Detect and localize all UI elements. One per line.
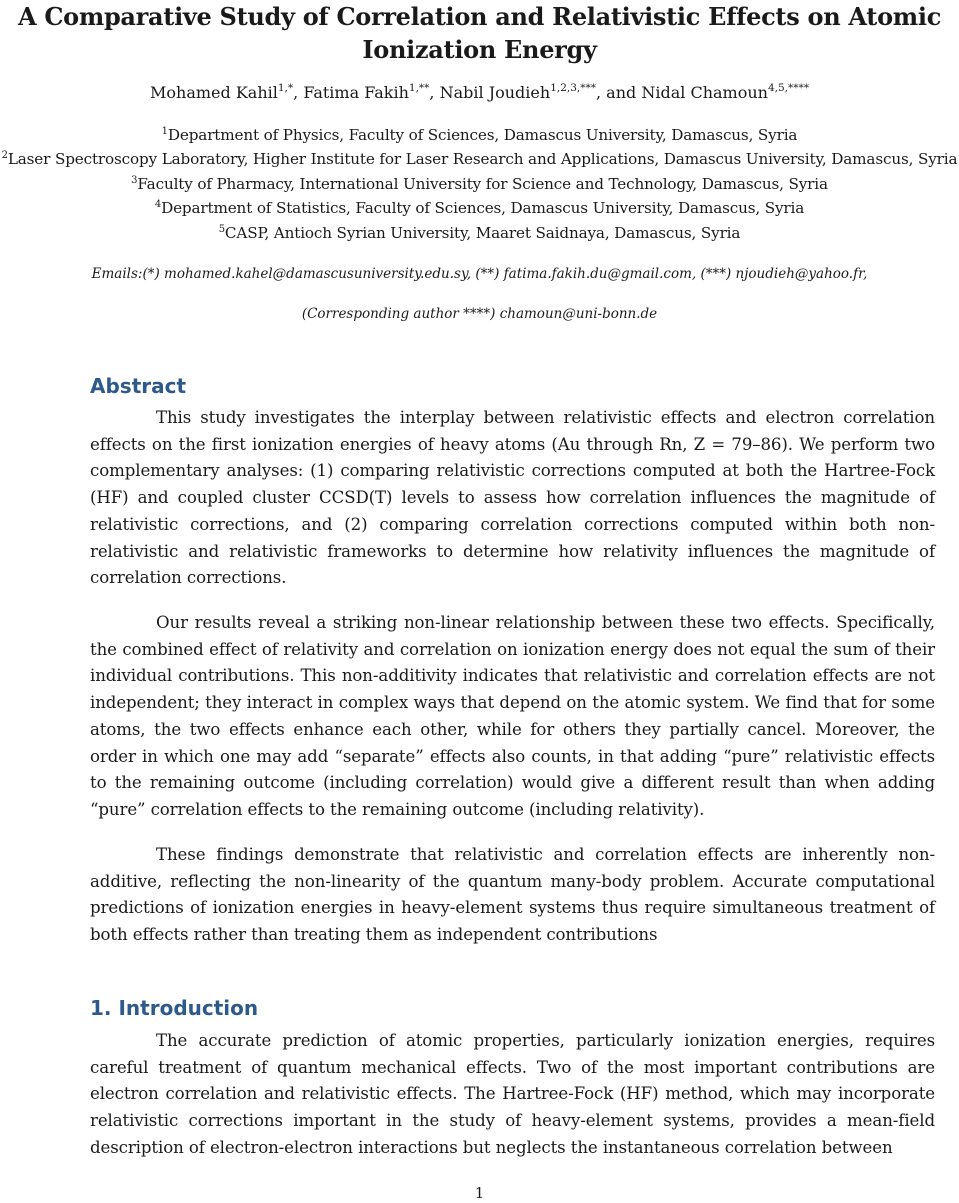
affiliation-text: CASP, Antioch Syrian University, Maaret Saidnaya, Damascus, Syria (224, 224, 741, 242)
affiliation-number: 4 (154, 199, 162, 210)
abstract-paragraph-2: Our results reveal a striking non-linear relationship between these two effects. Specifically, the combined effect of relativity and correlation on ionization energy does not equal the sum of their individual contributions. This non-additivity indicates that relativistic and correlation effects are not independent; they interact in complex ways that depend on the atomic system. We find that for some atoms, the two effects enhance each other, while for others they partially cancel. Moreover, the order in which one may add “separate” effects also counts, in that adding “pure” relativistic effects to the remaining outcome (including correlation) would give a different result than when adding “pure” correlation effects to the remaining outcome (including relativity). (90, 613, 935, 819)
affiliation-3 (0, 173, 959, 195)
emails-line-2: (Corresponding author ****) chamoun@uni-bonn.de (301, 306, 658, 322)
affiliation-number: 2 (1, 150, 8, 161)
abstract-paragraph-3: These findings demonstrate that relativistic and correlation effects are inherently non-additive, reflecting the non-linearity of the quantum many-body problem. Accurate computational predictions of ionization energies in heavy-element systems thus require simultaneous treatment of both effects rather than treating them as independent contributions (90, 845, 935, 945)
paper-title (0, 0, 959, 66)
author-name: Mohamed Kahil (150, 83, 278, 102)
author-name: Nidal Chamoun (641, 83, 768, 102)
emails-line-1: Emails:(*) mohamed.kahel@damascusuniversity.edu.sy, (**) fatima.fakih.du@gmail.com, (***) njoudieh@yahoo.fr, (91, 266, 868, 282)
affiliation-4 (0, 197, 959, 219)
introduction-paragraph-1: The accurate prediction of atomic properties, particularly ionization energies, requires careful treatment of quantum mechanical effects. Two of the most important contributions are electron correlation and relativistic effects. The Hartree-Fock (HF) method, which may incorporate relativistic corrections important in the study of heavy-element systems, provides a mean-field description of electron-electron interactions but neglects the instantaneous correlation between (90, 1031, 935, 1157)
affiliation-text: Department of Physics, Faculty of Sciences, Damascus University, Damascus, Syria (167, 126, 798, 144)
author-superscript: 1,2,3,*** (550, 82, 596, 94)
author-list (0, 82, 959, 104)
affiliation-number: 3 (131, 175, 138, 186)
affiliation-number: 5 (218, 224, 225, 235)
affiliation-text: Department of Statistics, Faculty of Sciences, Damascus University, Damascus, Syria (161, 199, 805, 217)
abstract-heading: Abstract (90, 374, 187, 398)
title-line-2: Ionization Energy (362, 35, 597, 64)
affiliation-2 (0, 148, 959, 170)
author-superscript: 1,** (408, 82, 430, 94)
page-number: 1 (474, 1184, 485, 1202)
introduction-heading: 1. Introduction (90, 996, 259, 1020)
author-separator: , and (596, 83, 642, 102)
author-superscript: 1,* (277, 82, 294, 94)
abstract-paragraph-1: This study investigates the interplay between relativistic effects and electron correlation effects on the first ionization energies of heavy atoms (Au through Rn, Z = 79–86). We perform two complementary analyses: (1) comparing relativistic corrections computed at both the Hartree-Fock (HF) and coupled cluster CCSD(T) levels to assess how correlation influences the magnitude of relativistic corrections, and (2) comparing correlation corrections computed within both non-relativistic and relativistic frameworks to determine how relativity influences the magnitude of correlation corrections. (90, 408, 935, 588)
affiliation-1 (0, 124, 959, 146)
author-separator: , (429, 83, 440, 102)
affiliation-text: Laser Spectroscopy Laboratory, Higher Institute for Laser Research and Applications, Damascus University, Damascus, Syria (7, 150, 958, 168)
title-line-1: A Comparative Study of Correlation and Relativistic Effects on Atomic (17, 2, 942, 31)
author-separator: , (293, 83, 304, 102)
affiliation-text: Faculty of Pharmacy, International University for Science and Technology, Damascus, Syria (137, 175, 828, 193)
author-name: Fatima Fakih (303, 83, 409, 102)
author-superscript: 4,5,**** (767, 82, 809, 94)
affiliation-number: 1 (161, 126, 168, 137)
affiliation-5 (0, 222, 959, 244)
author-name: Nabil Joudieh (439, 83, 551, 102)
